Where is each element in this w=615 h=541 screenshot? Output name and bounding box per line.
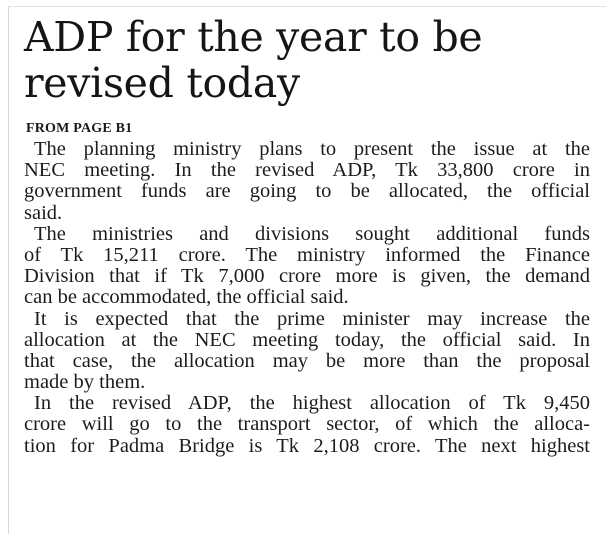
body-line: The planning ministry plans to present the issue at the [34, 138, 590, 160]
article-headline [24, 14, 594, 106]
body-line: can be accommodated, the official said. [24, 286, 349, 309]
body-line: The ministries and divisions sought additional funds [34, 222, 590, 245]
body-line: that case, the allocation may be more than the proposal [24, 349, 590, 372]
body-line: allocation at the NEC meeting today, the official said. In [24, 328, 590, 351]
body-line: NEC meeting. In the revised ADP, Tk 33,800 crore in [24, 159, 590, 182]
body-line: government funds are going to be allocated, the official [24, 180, 590, 203]
body-line: tion for Padma Bridge is Tk 2,108 crore. The next highest [24, 434, 590, 457]
paragraph-2 [24, 224, 590, 309]
body-line: In the revised ADP, the highest allocation of Tk 9,450 [34, 392, 590, 415]
body-line: Division that if Tk 7,000 crore more is given, the demand [24, 265, 590, 288]
body-line: made by them. [24, 371, 146, 394]
paragraph-3 [24, 309, 590, 394]
body-line: crore will go to the transport sector, of which the alloca- [24, 413, 590, 436]
body-line: said. [24, 201, 63, 224]
paragraph-4 [24, 393, 590, 457]
headline-line-2: revised today [24, 59, 300, 107]
body-line: It is expected that the prime minister may increase the [34, 307, 590, 330]
headline-line-1: ADP for the year to be [24, 13, 483, 61]
article-body [24, 139, 590, 457]
continuation-kicker: FROM PAGE B1 [26, 121, 133, 136]
paragraph-1 [24, 139, 590, 224]
body-line: of Tk 15,211 crore. The ministry informed the Finance [24, 243, 590, 266]
